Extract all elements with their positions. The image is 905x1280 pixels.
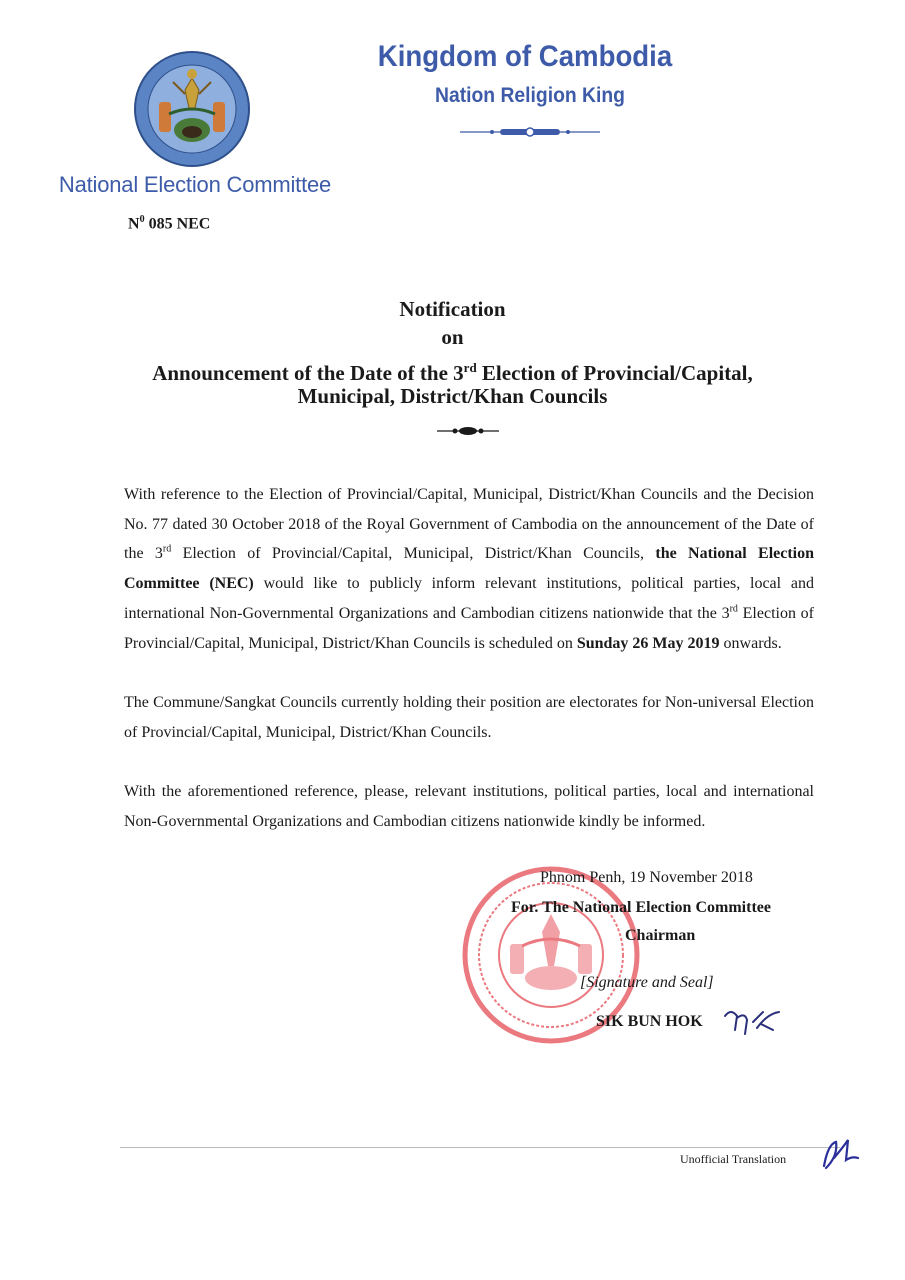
signatory-role: Chairman bbox=[625, 927, 696, 944]
title-on: on bbox=[441, 325, 464, 349]
body-paragraph-3: With the aforementioned reference, please, relevant institutions, political parties, local and international Non-Governmental Organizations and Cambodian citizens nationwide kindly be informed. bbox=[124, 783, 814, 830]
notification-title: Notification bbox=[399, 297, 506, 321]
handwritten-signature-icon bbox=[723, 1004, 783, 1036]
footer-divider bbox=[120, 1147, 840, 1148]
kingdom-heading: Kingdom of Cambodia bbox=[377, 40, 673, 73]
signatory-name: SIK BUN HOK bbox=[596, 1013, 703, 1030]
signature-seal-note: [Signature and Seal] bbox=[580, 974, 714, 991]
handwritten-initials-icon bbox=[818, 1136, 860, 1174]
announcement-title-line-2: Municipal, District/Khan Councils bbox=[297, 384, 608, 408]
announcement-title-line-1: Announcement of the Date of the 3rd Election of Provincial/Capital, bbox=[152, 360, 753, 385]
footer-unofficial-translation: Unofficial Translation bbox=[680, 1152, 787, 1166]
signature-for-line: For. The National Election Committee bbox=[511, 899, 771, 916]
national-motto: Nation Religion King bbox=[435, 84, 625, 107]
organization-name: National Election Committee bbox=[58, 172, 332, 197]
body-paragraph-2: The Commune/Sangkat Councils currently holding their position are electorates for Non-universal Election of Provincial/Capital, Municipal, District/Khan Councils. bbox=[124, 694, 814, 741]
title-ornament-icon bbox=[437, 424, 499, 438]
ornament-divider-icon bbox=[460, 124, 600, 140]
signature-place-date: Phnom Penh, 19 November 2018 bbox=[540, 869, 753, 886]
body-paragraph-1: With reference to the Election of Provincial/Capital, Municipal, District/Khan Councils and the Decision No. 77 dated 30 October 2018 of the Royal Government of Cambodia on the announcement of the Date of the 3rd Election of Provincial/Capital, Municipal, District/Khan Councils, the National Election Committee (NEC) would like to publicly inform relevant institutions, political parties, local and international Non-Governmental Organizations and Cambodian citizens nationwide that the 3rd Election of Provincial/Capital, Municipal, District/Khan Councils is scheduled on Sunday 26 May 2019 onwards. bbox=[124, 486, 815, 652]
nec-emblem-icon bbox=[133, 50, 251, 168]
document-number: $N^0$ 085 NEC bbox=[128, 214, 211, 233]
